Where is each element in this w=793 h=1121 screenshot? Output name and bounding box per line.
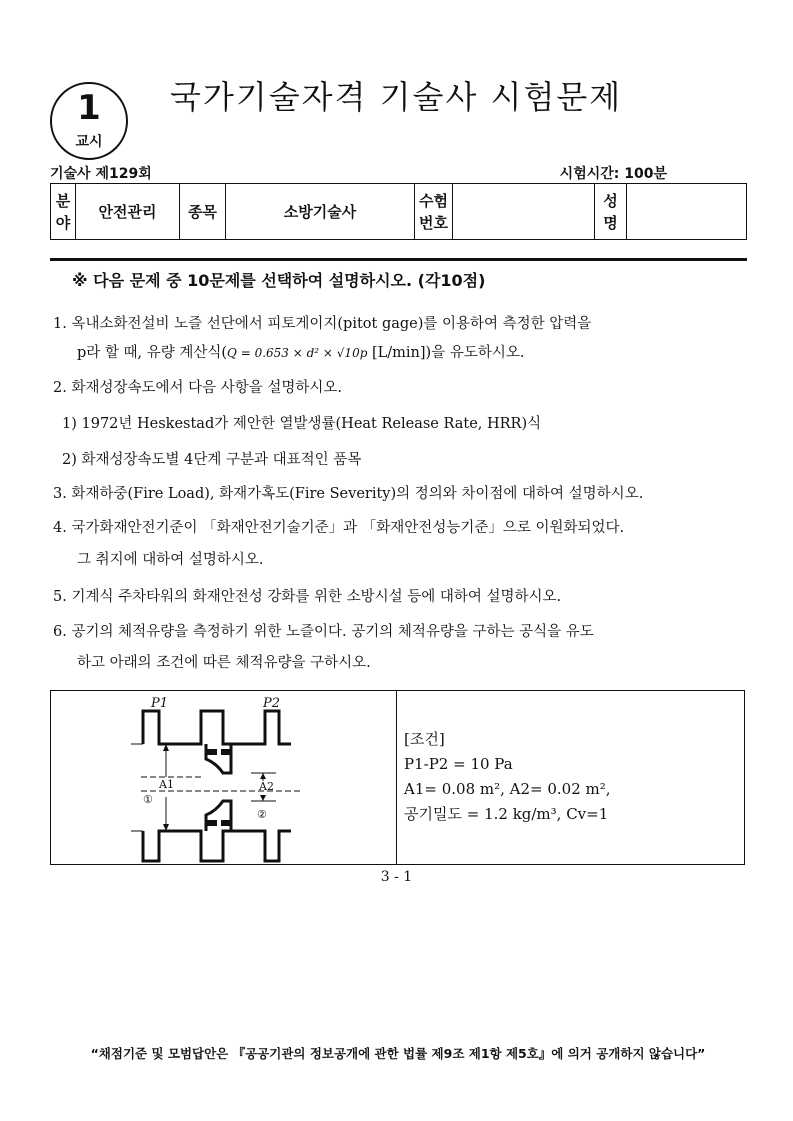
label-p2: P2	[263, 696, 281, 711]
type-value: 소방기술사	[226, 184, 415, 240]
instruction: ※ 다음 문제 중 10문제를 선택하여 설명하시오. (각10점)	[72, 271, 486, 290]
question-2: 2. 화재성장속도에서 다음 사항을 설명하시오.	[53, 380, 343, 396]
question-1-line1: 1. 옥내소화전설비 노즐 선단에서 피토게이지(pitot gage)를 이용하여 측정한 압력을	[53, 316, 592, 332]
page-title: 국가기술자격 기술사 시험문제	[170, 78, 623, 116]
condition-density: 공기밀도 = 1.2 kg/m³, Cv=1	[404, 805, 609, 823]
label-section-1: ①	[143, 793, 153, 806]
nozzle-diagram	[51, 691, 397, 864]
type-label: 종목	[180, 184, 226, 240]
name-field[interactable]	[627, 184, 747, 240]
page-number: 3 - 1	[380, 869, 413, 885]
question-1-line2: p라 할 때, 유량 계산식(Q = 0.653 × d² × √10p [L/min])을 유도하시오.	[77, 345, 525, 361]
condition-areas: A1= 0.08 m², A2= 0.02 m²,	[404, 780, 611, 798]
label-p1: P1	[151, 696, 169, 711]
conditions-heading: [조건]	[404, 730, 445, 748]
question-6-line2: 하고 아래의 조건에 따른 체적유량을 구하시오.	[77, 655, 371, 671]
name-label: 성 명	[595, 184, 627, 240]
field-label: 분 야	[51, 184, 76, 240]
exam-info-line	[50, 163, 747, 183]
condition-pressure: P1-P2 = 10 Pa	[404, 755, 513, 773]
period-label: 교시	[75, 134, 103, 150]
label-a2: A2	[259, 780, 274, 793]
period-badge	[50, 82, 128, 160]
exam-time: 시험시간: 100분	[559, 166, 667, 182]
question-5: 5. 기계식 주차타워의 화재안전성 강화를 위한 소방시설 등에 대하여 설명하시오.	[53, 589, 562, 605]
conditions	[397, 691, 744, 864]
exam-info-table	[50, 183, 747, 240]
exam-category: 기술사 제129회	[50, 166, 152, 182]
question-2-item-2: 2) 화재성장속도별 4단계 구분과 대표적인 품목	[62, 452, 362, 468]
question-4-line2: 그 취지에 대하여 설명하시오.	[77, 552, 264, 568]
nozzle-diagram-svg	[51, 691, 397, 866]
label-a1: A1	[159, 778, 174, 791]
question-3: 3. 화재하중(Fire Load), 화재가혹도(Fire Severity)의 정의와 차이점에 대하여 설명하시오.	[53, 486, 644, 502]
question-6-figure-box	[50, 690, 745, 865]
exam-number-field[interactable]	[453, 184, 595, 240]
label-section-2: ②	[257, 808, 267, 821]
question-2-item-1: 1) 1972년 Heskestad가 제안한 열발생률(Heat Release Rate, HRR)식	[62, 416, 542, 432]
footer-notice: “채점기준 및 모범답안은 『공공기관의 정보공개에 관한 법률 제9조 제1항 제5호』에 의거 공개하지 않습니다”	[90, 1046, 706, 1061]
question-6-line1: 6. 공기의 체적유량을 측정하기 위한 노즐이다. 공기의 체적유량을 구하는 공식을 유도	[53, 624, 594, 640]
period-number: 1	[77, 88, 101, 128]
exam-number-label: 수험 번호	[415, 184, 453, 240]
flow-formula: Q = 0.653 × d² × √10p	[227, 346, 368, 360]
divider	[50, 258, 747, 261]
question-4-line1: 4. 국가화재안전기준이 「화재안전기술기준」과 「화재안전성능기준」으로 이원화되었다.	[53, 520, 625, 536]
field-value: 안전관리	[76, 184, 180, 240]
